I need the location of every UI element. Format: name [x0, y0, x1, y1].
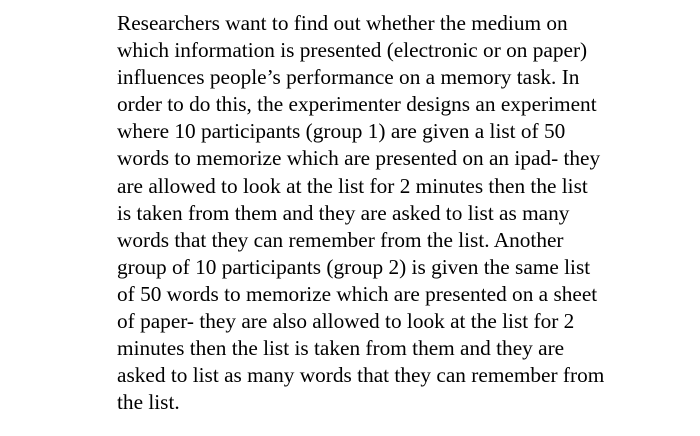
- paragraph-line: the list.: [117, 390, 180, 415]
- paragraph-line: words to memorize which are presented on an ipad- they: [117, 146, 601, 171]
- paragraph-line: influences people’s performance on a memory task. In: [117, 65, 580, 90]
- paragraph-line: of paper- they are also allowed to look at the list for 2: [117, 309, 575, 334]
- paragraph-line: of 50 words to memorize which are presented on a sheet: [117, 281, 598, 306]
- paragraph-line: which information is presented (electronic or on paper): [117, 38, 588, 63]
- question-paragraph: [117, 10, 677, 416]
- paragraph-line: asked to list as many words that they can remember from: [117, 363, 605, 388]
- paragraph-line: are allowed to look at the list for 2 minutes then the list: [117, 173, 588, 198]
- paragraph-line: is taken from them and they are asked to list as many: [117, 200, 570, 225]
- paragraph-line: Researchers want to find out whether the medium on: [117, 11, 568, 35]
- paragraph-line: minutes then the list is taken from them and they are: [117, 336, 565, 361]
- paragraph-line: group of 10 participants (group 2) is given the same list: [117, 254, 591, 279]
- paragraph-line: words that they can remember from the list. Another: [117, 227, 564, 252]
- paragraph-line: order to do this, the experimenter designs an experiment: [117, 92, 597, 117]
- paragraph-line: where 10 participants (group 1) are given a list of 50: [117, 119, 566, 144]
- question-text-block: [117, 10, 677, 416]
